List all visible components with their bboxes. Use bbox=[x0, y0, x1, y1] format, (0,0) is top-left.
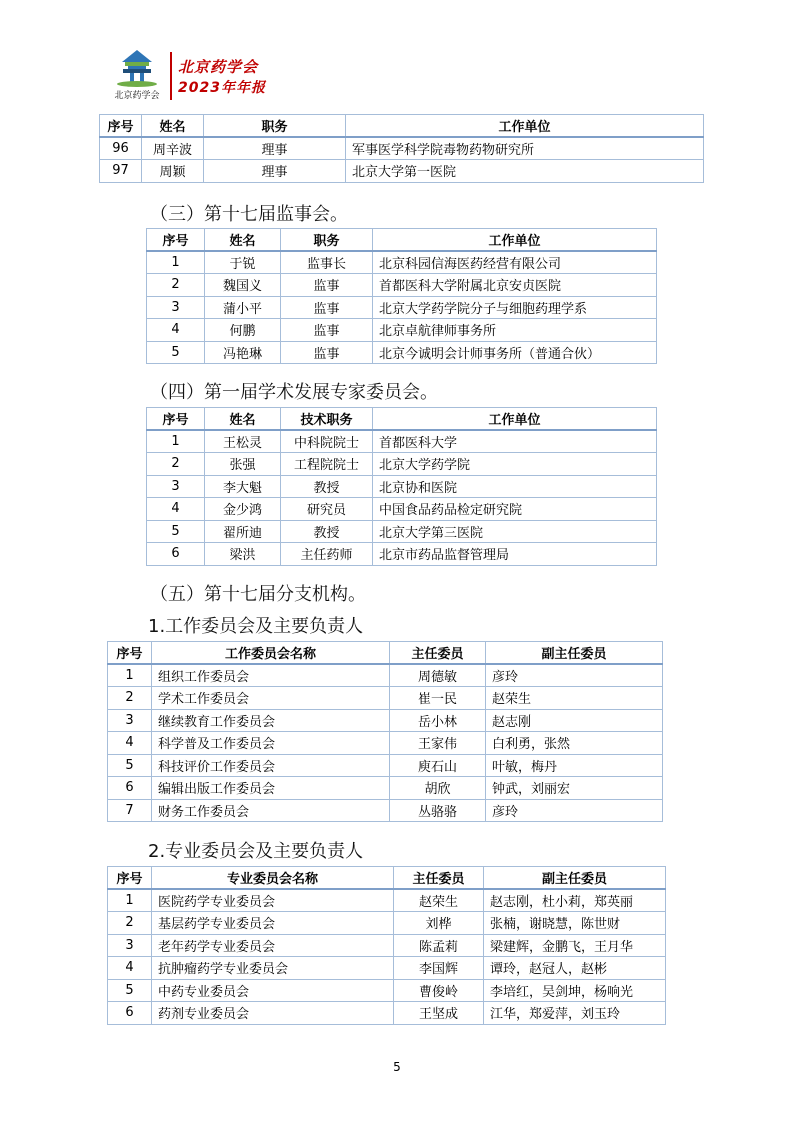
logo-text: 北京药学会 bbox=[114, 91, 160, 101]
cell-organization: 北京大学药学院分子与细胞药理学系 bbox=[373, 296, 657, 319]
cell-name: 梁洪 bbox=[205, 543, 281, 566]
cell-name: 于锐 bbox=[205, 251, 281, 274]
cell-organization: 北京今诚明会计师事务所（普通合伙） bbox=[373, 341, 657, 364]
cell-number: 3 bbox=[147, 296, 205, 319]
header-title: 北京药学会 bbox=[178, 58, 259, 76]
cell-chair: 庾石山 bbox=[390, 754, 486, 777]
table-row bbox=[108, 754, 663, 777]
cell-vice-chairs: 赵荣生 bbox=[486, 687, 663, 710]
cell-organization: 北京大学药学院 bbox=[373, 453, 657, 476]
cell-number: 2 bbox=[147, 274, 205, 297]
column-header: 姓名 bbox=[205, 408, 281, 431]
cell-vice-chairs: 赵志刚，杜小莉，郑英丽 bbox=[484, 889, 666, 912]
column-header: 主任委员 bbox=[394, 867, 484, 890]
cell-role: 监事 bbox=[281, 319, 373, 342]
column-header: 序号 bbox=[147, 229, 205, 252]
table-header-row bbox=[100, 115, 704, 138]
column-header: 工作单位 bbox=[346, 115, 704, 138]
cell-organization: 北京大学第一医院 bbox=[346, 160, 704, 183]
professional-committees-table bbox=[107, 866, 666, 1025]
table-row bbox=[147, 520, 657, 543]
column-header: 职务 bbox=[204, 115, 346, 138]
supervisors-table bbox=[146, 228, 657, 364]
table-row bbox=[108, 912, 666, 935]
cell-title: 教授 bbox=[281, 520, 373, 543]
table-row bbox=[108, 664, 663, 687]
cell-number: 1 bbox=[108, 664, 152, 687]
cell-number: 4 bbox=[108, 732, 152, 755]
cell-chair: 丛骆骆 bbox=[390, 799, 486, 822]
cell-name: 王松灵 bbox=[205, 430, 281, 453]
cell-number: 96 bbox=[100, 137, 142, 160]
cell-name: 翟所迪 bbox=[205, 520, 281, 543]
table-row bbox=[108, 957, 666, 980]
cell-title: 中科院院士 bbox=[281, 430, 373, 453]
cell-chair: 刘桦 bbox=[394, 912, 484, 935]
page-number: 5 bbox=[393, 1060, 401, 1074]
table-row bbox=[147, 274, 657, 297]
cell-number: 2 bbox=[108, 912, 152, 935]
table-row bbox=[147, 251, 657, 274]
cell-committee-name: 科学普及工作委员会 bbox=[152, 732, 390, 755]
cell-number: 4 bbox=[108, 957, 152, 980]
cell-organization: 中国食品药品检定研究院 bbox=[373, 498, 657, 521]
cell-role: 监事 bbox=[281, 296, 373, 319]
cell-chair: 崔一民 bbox=[390, 687, 486, 710]
cell-name: 金少鸿 bbox=[205, 498, 281, 521]
table-row bbox=[147, 475, 657, 498]
column-header: 副主任委员 bbox=[484, 867, 666, 890]
cell-number: 5 bbox=[108, 754, 152, 777]
column-header: 序号 bbox=[108, 642, 152, 665]
table-row bbox=[108, 799, 663, 822]
column-header: 副主任委员 bbox=[486, 642, 663, 665]
cell-number: 1 bbox=[108, 889, 152, 912]
column-header: 工作委员会名称 bbox=[152, 642, 390, 665]
cell-vice-chairs: 梁建辉，金鹏飞，王月华 bbox=[484, 934, 666, 957]
cell-committee-name: 基层药学专业委员会 bbox=[152, 912, 394, 935]
column-header: 工作单位 bbox=[373, 229, 657, 252]
cell-name: 张强 bbox=[205, 453, 281, 476]
cell-chair: 胡欣 bbox=[390, 777, 486, 800]
council-table-continued bbox=[99, 114, 704, 183]
cell-name: 周辛波 bbox=[142, 137, 204, 160]
cell-title: 教授 bbox=[281, 475, 373, 498]
column-header: 工作单位 bbox=[373, 408, 657, 431]
cell-name: 魏国义 bbox=[205, 274, 281, 297]
cell-number: 6 bbox=[108, 1002, 152, 1025]
cell-vice-chairs: 江华，郑爱萍，刘玉玲 bbox=[484, 1002, 666, 1025]
cell-committee-name: 学术工作委员会 bbox=[152, 687, 390, 710]
cell-number: 3 bbox=[108, 934, 152, 957]
cell-number: 3 bbox=[108, 709, 152, 732]
cell-vice-chairs: 彦玲 bbox=[486, 799, 663, 822]
cell-chair: 陈孟莉 bbox=[394, 934, 484, 957]
table-row bbox=[108, 889, 666, 912]
cell-vice-chairs: 谭玲，赵冠人，赵彬 bbox=[484, 957, 666, 980]
cell-name: 李大魁 bbox=[205, 475, 281, 498]
cell-number: 6 bbox=[108, 777, 152, 800]
cell-number: 6 bbox=[147, 543, 205, 566]
cell-vice-chairs: 张楠，谢晓慧，陈世财 bbox=[484, 912, 666, 935]
subheading-professional-committees: 2.专业委员会及主要负责人 bbox=[148, 841, 364, 862]
table-row bbox=[108, 777, 663, 800]
cell-committee-name: 财务工作委员会 bbox=[152, 799, 390, 822]
table-header-row bbox=[147, 229, 657, 252]
cell-title: 主任药师 bbox=[281, 543, 373, 566]
cell-committee-name: 医院药学专业委员会 bbox=[152, 889, 394, 912]
cell-organization: 北京大学第三医院 bbox=[373, 520, 657, 543]
table-row bbox=[100, 137, 704, 160]
cell-chair: 王家伟 bbox=[390, 732, 486, 755]
table-row bbox=[100, 160, 704, 183]
cell-organization: 首都医科大学 bbox=[373, 430, 657, 453]
column-header: 序号 bbox=[100, 115, 142, 138]
cell-vice-chairs: 李培红，吴剑坤，杨响光 bbox=[484, 979, 666, 1002]
cell-name: 周颖 bbox=[142, 160, 204, 183]
cell-organization: 北京市药品监督管理局 bbox=[373, 543, 657, 566]
cell-committee-name: 药剂专业委员会 bbox=[152, 1002, 394, 1025]
cell-committee-name: 抗肿瘤药学专业委员会 bbox=[152, 957, 394, 980]
table-row bbox=[108, 732, 663, 755]
cell-number: 7 bbox=[108, 799, 152, 822]
table-row bbox=[108, 979, 666, 1002]
cell-number: 1 bbox=[147, 430, 205, 453]
cell-number: 97 bbox=[100, 160, 142, 183]
cell-organization: 北京协和医院 bbox=[373, 475, 657, 498]
header-divider bbox=[170, 52, 172, 100]
cell-organization: 军事医学科学院毒物药物研究所 bbox=[346, 137, 704, 160]
table-row bbox=[147, 543, 657, 566]
cell-chair: 周德敏 bbox=[390, 664, 486, 687]
cell-role: 监事 bbox=[281, 274, 373, 297]
cell-vice-chairs: 钟武，刘丽宏 bbox=[486, 777, 663, 800]
cell-role: 监事长 bbox=[281, 251, 373, 274]
column-header: 姓名 bbox=[142, 115, 204, 138]
section-heading-supervisors: （三）第十七届监事会。 bbox=[150, 204, 348, 225]
section-heading-expert-committee: （四）第一届学术发展专家委员会。 bbox=[150, 382, 438, 403]
table-header-row bbox=[108, 642, 663, 665]
cell-chair: 岳小林 bbox=[390, 709, 486, 732]
cell-name: 何鹏 bbox=[205, 319, 281, 342]
table-row bbox=[147, 319, 657, 342]
table-row bbox=[108, 709, 663, 732]
cell-number: 1 bbox=[147, 251, 205, 274]
cell-number: 4 bbox=[147, 319, 205, 342]
cell-committee-name: 科技评价工作委员会 bbox=[152, 754, 390, 777]
table-row bbox=[147, 430, 657, 453]
table-header-row bbox=[147, 408, 657, 431]
cell-name: 蒲小平 bbox=[205, 296, 281, 319]
cell-committee-name: 继续教育工作委员会 bbox=[152, 709, 390, 732]
table-row bbox=[147, 498, 657, 521]
column-header: 专业委员会名称 bbox=[152, 867, 394, 890]
cell-vice-chairs: 白利勇，张然 bbox=[486, 732, 663, 755]
cell-role: 监事 bbox=[281, 341, 373, 364]
table-row bbox=[147, 341, 657, 364]
cell-vice-chairs: 彦玲 bbox=[486, 664, 663, 687]
column-header: 职务 bbox=[281, 229, 373, 252]
expert-committee-table bbox=[146, 407, 657, 566]
cell-vice-chairs: 叶敏，梅丹 bbox=[486, 754, 663, 777]
section-heading-branches: （五）第十七届分支机构。 bbox=[150, 584, 366, 605]
cell-organization: 首都医科大学附属北京安贞医院 bbox=[373, 274, 657, 297]
cell-organization: 北京卓航律师事务所 bbox=[373, 319, 657, 342]
cell-number: 3 bbox=[147, 475, 205, 498]
table-row bbox=[147, 296, 657, 319]
table-row bbox=[108, 1002, 666, 1025]
work-committees-table bbox=[107, 641, 663, 822]
column-header: 序号 bbox=[108, 867, 152, 890]
column-header: 姓名 bbox=[205, 229, 281, 252]
cell-chair: 李国辉 bbox=[394, 957, 484, 980]
table-row bbox=[108, 934, 666, 957]
column-header: 主任委员 bbox=[390, 642, 486, 665]
cell-title: 研究员 bbox=[281, 498, 373, 521]
cell-number: 5 bbox=[147, 341, 205, 364]
cell-number: 5 bbox=[147, 520, 205, 543]
cell-chair: 赵荣生 bbox=[394, 889, 484, 912]
column-header: 序号 bbox=[147, 408, 205, 431]
cell-number: 4 bbox=[147, 498, 205, 521]
table-row bbox=[147, 453, 657, 476]
cell-role: 理事 bbox=[204, 160, 346, 183]
cell-number: 2 bbox=[108, 687, 152, 710]
subheading-work-committees: 1.工作委员会及主要负责人 bbox=[148, 616, 364, 637]
cell-committee-name: 老年药学专业委员会 bbox=[152, 934, 394, 957]
cell-committee-name: 组织工作委员会 bbox=[152, 664, 390, 687]
cell-vice-chairs: 赵志刚 bbox=[486, 709, 663, 732]
table-header-row bbox=[108, 867, 666, 890]
header-year: 2023年年报 bbox=[178, 80, 266, 96]
cell-number: 5 bbox=[108, 979, 152, 1002]
cell-title: 工程院院士 bbox=[281, 453, 373, 476]
table-row bbox=[108, 687, 663, 710]
cell-name: 冯艳琳 bbox=[205, 341, 281, 364]
cell-chair: 王坚成 bbox=[394, 1002, 484, 1025]
cell-committee-name: 编辑出版工作委员会 bbox=[152, 777, 390, 800]
cell-organization: 北京科园信海医药经营有限公司 bbox=[373, 251, 657, 274]
column-header: 技术职务 bbox=[281, 408, 373, 431]
cell-role: 理事 bbox=[204, 137, 346, 160]
cell-chair: 曹俊岭 bbox=[394, 979, 484, 1002]
cell-committee-name: 中药专业委员会 bbox=[152, 979, 394, 1002]
page-header bbox=[108, 48, 408, 104]
cell-number: 2 bbox=[147, 453, 205, 476]
